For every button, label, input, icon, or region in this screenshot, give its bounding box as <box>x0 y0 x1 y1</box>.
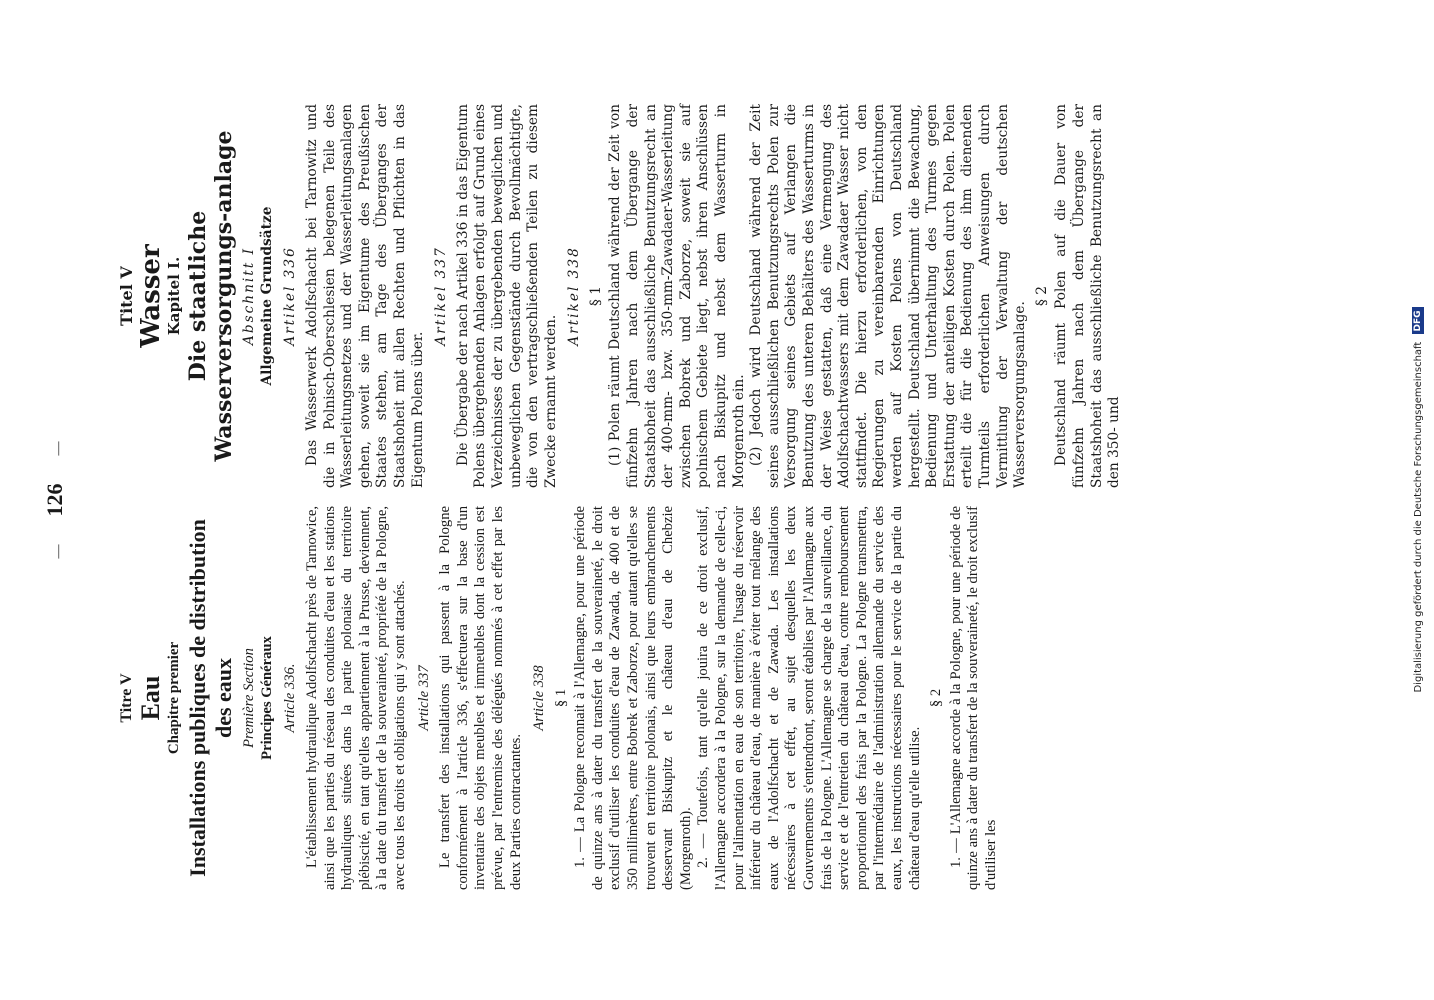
de-subheading: Allgemeine Grundsätze <box>258 206 275 386</box>
de-artikel-336-text: Das Wasserwerk Adolfschacht bei Tarnowitz und die in Polnisch-Oberschlesien belegenen Teile des Wasserleitungsnetzes und der Wasserleitungsanlagen gehen, soweit sie im Eigentume des Preußischen Staates stehen, am Tage des Überganges der Staatshoheit mit allen Rechten und Pflichten in das Eigentum Polens über. <box>303 104 426 488</box>
de-titel: Titel V <box>117 266 136 326</box>
fr-chapitre: Chapitre premier <box>165 641 182 755</box>
de-artikel-338-p3: Deutschland räumt Polen auf die Dauer von fünfzehn Jahren nach dem Übergange der Staatshoheit das ausschließliche Benutzungsrecht an den 350- und <box>1053 104 1123 488</box>
de-artikel-337-text: Die Übergabe der nach Artikel 336 in das Eigentum Polens übergehenden Anlagen erfolgt auf Grund eines Verzeichnisses der zu übergebenden beweglichen und unbeweglichen Gegenstände durch Bevollmächtigte, die von den vertragschließenden Teilen zu diesem Zwecke ernannt werden. <box>454 104 559 488</box>
fr-heading: Installations publiques de distribution des eaux <box>185 519 237 877</box>
de-artikel-338-p2: (2) Jedoch wird Deutschland während der Zeit seines ausschließlichen Benutzungsrechts Polen zur Versorgung seines Gebiets auf Verlangen die Benutzung des unteren Behälters des Wasserturms in der Weise gestatten, daß eine Vermengung des Adolfschachtwassers mit dem Zawadaer Wasser nicht stattfindet. Die hierzu erforderlichen, von den Regierungen zu vereinbarenden Einrichtungen werden auf Kosten Polens von Deutschland hergestellt. Deutschland übernimmt die Bewachung, Bedienung und Unterhaltung des Turmes gegen Erstattung der anteiligen Kosten durch Polen. Polen erteilt die für die Bedienung des ihm dienenden Turmteils erforderlichen Anweisungen durch Vermittlung der Verwaltung der deutschen Wasserversorgungsanlage. <box>748 104 1029 488</box>
german-column <box>118 104 1408 488</box>
page-number: 126 <box>42 483 67 517</box>
de-artikel-336-label: Artikel 336 <box>282 246 299 346</box>
dfg-logo: DFG <box>1412 307 1424 334</box>
de-heading: Die staatliche Wasserversorgungs-anlage <box>185 130 238 462</box>
fr-article-338-p3: 1. — L'Allemagne accorde à la Pologne, pour une période de quinze ans à dater du transfert de la souveraineté, le droit exclusif d'utiliser les <box>947 506 999 890</box>
french-column <box>118 506 1408 890</box>
de-titel-name: Wasser <box>135 244 166 348</box>
fr-article-336-label: Article 336. <box>282 663 299 733</box>
fr-titre: Titre V <box>118 673 135 723</box>
fr-section: Première Section <box>241 648 258 748</box>
de-section-1: § 1 <box>587 286 604 306</box>
fr-titre-name: Eau <box>135 675 165 721</box>
fr-article-336-text: L'établissement hydraulique Adolfschacht près de Tarnowice, ainsi que les parties du réseau des conduites d'eau et les stations hydrauliques situées dans la partie polonaise du territoire plébiscité, en tant qu'elles appartiennent à la Prusse, deviennent, à la date du transfert de la souveraineté, propriété de la Pologne, avec tous les droits et obligations qui y sont attachés. <box>303 506 408 890</box>
footer-text: Digitalisierung gefördert durch die Deutsche Forschungsgemeinschaft <box>1413 341 1424 693</box>
fr-section-2: § 2 <box>928 688 945 708</box>
de-section-2: § 2 <box>1033 286 1050 306</box>
fr-section-1: § 1 <box>552 688 569 708</box>
fr-article-337-text: Le transfert des installations qui passent à la Pologne conformément à l'article 336, s'effectuera sur la base d'un inventaire des objets meubles et immeubles dont la cession est prévue, par l'entremise des délégués nommés à cet effet par les deux Parties contractantes. <box>437 506 524 890</box>
fr-article-338-label: Article 338 <box>531 665 548 731</box>
de-artikel-337-label: Artikel 337 <box>433 246 450 346</box>
de-artikel-338-p1: (1) Polen räumt Deutschland während der Zeit von fünfzehn Jahren nach dem Übergange der Staatshoheit das ausschließliche Benutzungsrecht an der 400-mm- bzw. 350-mm-Zawadaer-Wasserleitung zwischen Bobrek und Zaborze, soweit sie auf polnischem Gebiete liegt, nebst ihren Anschlüssen nach Biskupitz und nebst dem Wasserturm in Morgenroth ein. <box>607 104 747 488</box>
page-number-row: —126— <box>42 441 67 559</box>
digitization-footer <box>1412 0 1424 1000</box>
fr-article-338-p2: 2. — Toutefois, tant qu'elle jouira de ce droit exclusif, l'Allemagne accordera à la Pologne, sur la demande de celle-ci, pour l'alimentation en eau de son territoire, l'usage du réservoir inférieur du château d'eau, de manière à éviter tout mélange des eaux de l'Adolfschacht et de Zawada. Les installations nécessaires à cet effet, au sujet desquelles les deux Gouvernements s'entendront, seront établies par l'Allemagne aux frais de la Pologne. L'Allemagne se charge de la surveillance, du service et de l'entretien du château d'eau, contre remboursement proportionnel des frais par la Pologne. La Pologne transmettra, par l'intermédiaire de l'administration allemande du service des eaux, les instructions nécessaires pour le service de la partie du château d'eau qu'elle utilise. <box>695 506 923 890</box>
fr-article-338-p1: 1. — La Pologne reconnait à l'Allemagne, pour une période de quinze ans à dater du transfert de la souveraineté, le droit exclusif d'utiliser les conduites d'eau de Zawada, de 400 et de 350 millimètres, entre Bobrek et Zaborze, pour autant qu'elles se trouvent en territoire polonais, ainsi que leurs embranchements desservant Biskupitz et le château d'eau de Chebzie (Morgenroth). <box>572 506 694 890</box>
de-abschnitt: Abschnitt I <box>241 246 258 346</box>
fr-subheading: Principes Généraux <box>258 636 275 760</box>
de-artikel-338-label: Artikel 338 <box>566 246 583 346</box>
de-kapitel: Kapitel I. <box>164 256 183 336</box>
fr-article-337-label: Article 337 <box>415 665 432 731</box>
